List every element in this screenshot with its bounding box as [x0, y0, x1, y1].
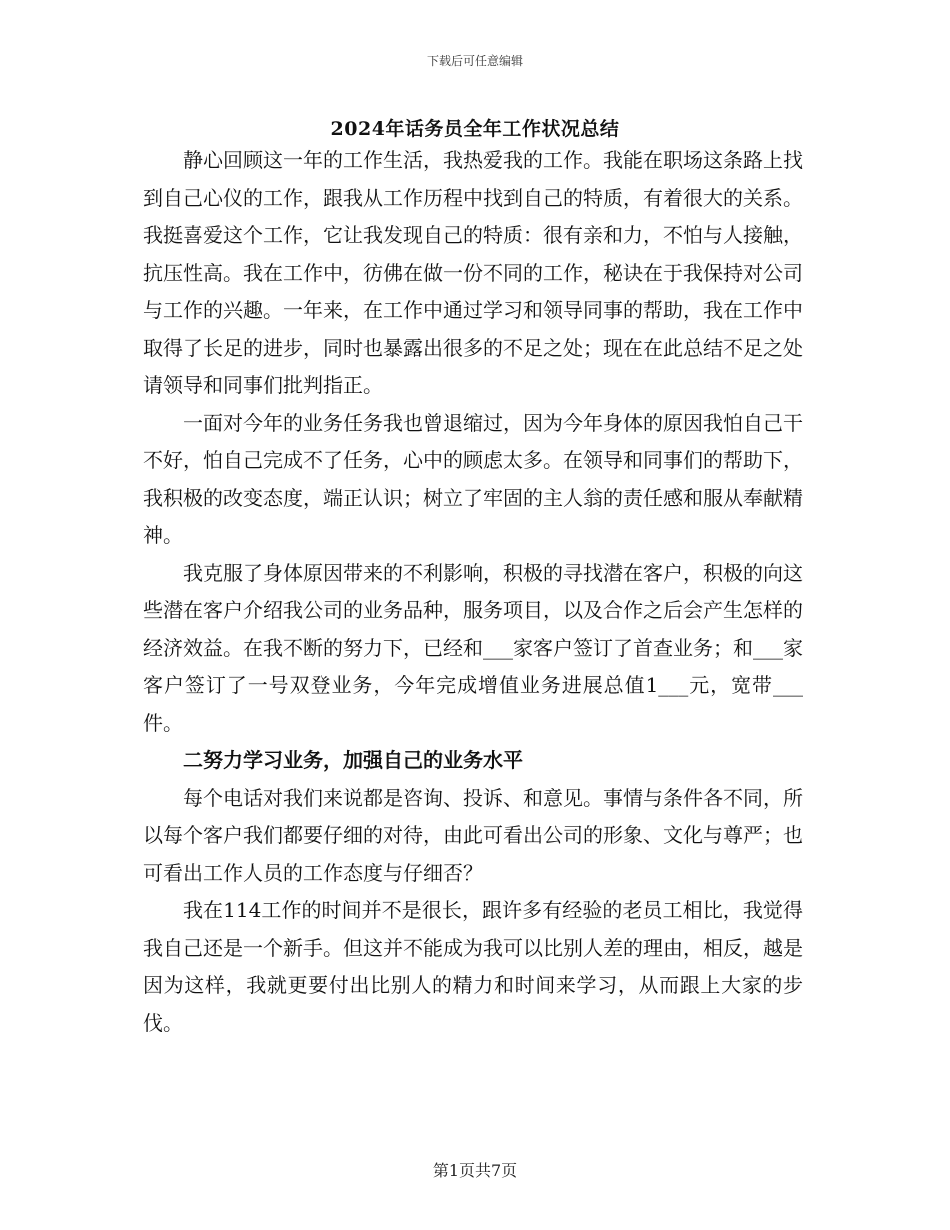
section-heading: 二努力学习业务，加强自己的业务水平 [183, 748, 523, 772]
header-note: 下载后可任意编辑 [426, 54, 523, 68]
paragraph-learning: 我在114工作的时间并不是很长，跟许多有经验的老员工相比，我觉得我自己还是一个新手。但这并不能成为我可以比别人差的理由，相反，越是因为这样，我就更要付出比别人的精力和时间来学习，从而跟上大家的步伐。 [143, 898, 803, 1035]
document-body [143, 142, 803, 1042]
paragraph-results: 我克服了身体原因带来的不利影响，积极的寻找潜在客户，积极的向这些潜在客户介绍我公司的业务品种，服务项目，以及合作之后会产生怎样的经济效益。在我不断的努力下，已经和___家客户签订了首查业务；和___家客户签订了一号双登业务，今年完成增值业务进展总值1___元，宽带___件。 [143, 560, 803, 735]
paragraph-attitude: 一面对今年的业务任务我也曾退缩过，因为今年身体的原因我怕自己干不好，怕自己完成不了任务，心中的顾虑太多。在领导和同事们的帮助下，我积极的改变态度，端正认识；树立了牢固的主人翁的责任感和服从奉献精神。 [143, 410, 803, 547]
document-title: 2024年话务员全年工作状况总结 [330, 118, 620, 140]
paragraph-intro: 静心回顾这一年的工作生活，我热爱我的工作。我能在职场这条路上找到自己心仪的工作，跟我从工作历程中找到自己的特质，有着很大的关系。我挺喜爱这个工作，它让我发现自己的特质：很有亲和力，不怕与人接触，抗压性高。我在工作中，彷佛在做一份不同的工作，秘诀在于我保持对公司与工作的兴趣。一年来，在工作中通过学习和领导同事的帮助，我在工作中取得了长足的进步，同时也暴露出很多的不足之处；现在在此总结不足之处请领导和同事们批判指正。 [143, 148, 803, 397]
page-indicator: 第1页共7页 [432, 1161, 518, 1180]
paragraph-calls: 每个电话对我们来说都是咨询、投诉、和意见。事情与条件各不同，所以每个客户我们都要仔细的对待，由此可看出公司的形象、文化与尊严；也可看出工作人员的工作态度与仔细否？ [143, 785, 803, 885]
